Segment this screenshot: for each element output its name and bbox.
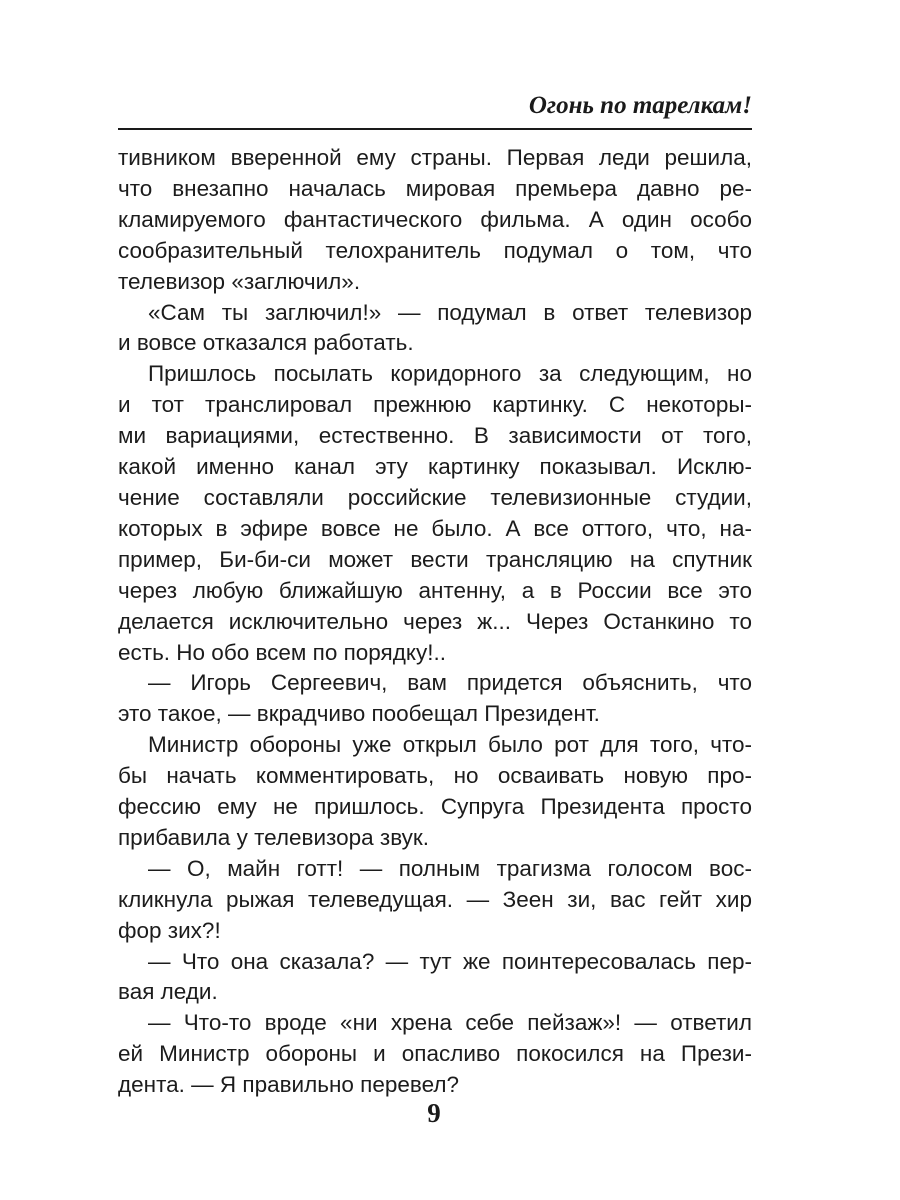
text-line: — Что-то вроде «ни хрена себе пейзаж»! — ответил <box>148 1010 752 1036</box>
text-line: ей Министр обороны и опасливо покосился на Прези- <box>118 1041 752 1067</box>
text-line: — О, майн готт! — полным трагизма голосом вос- <box>148 855 752 881</box>
text-line: что внезапно началась мировая премьера давно ре- <box>118 175 752 201</box>
paragraph <box>118 947 752 1009</box>
text-line: Пришлось посылать коридорного за следующим, но <box>148 361 752 387</box>
text-line: чение составляли российские телевизионные студии, <box>118 484 752 510</box>
text-line: которых в эфире вовсе не было. А все оттого, что, на- <box>118 515 752 541</box>
text-line: кликнула рыжая телеведущая. — Зеен зи, вас гейт хир <box>118 886 752 912</box>
text-line: «Сам ты заглючил!» — подумал в ответ телевизор <box>148 299 752 325</box>
text-line: вая леди. <box>118 979 218 1005</box>
page-body <box>118 143 752 1101</box>
paragraph <box>118 359 752 668</box>
text-line: делается исключительно через ж... Через Останкино то <box>118 608 752 634</box>
text-line: бы начать комментировать, но осваивать новую про- <box>118 763 752 789</box>
text-line: ми вариациями, естественно. В зависимости от того, <box>118 423 752 449</box>
header-divider <box>118 128 752 130</box>
text-line: фор зих?! <box>118 917 221 943</box>
text-line: телевизор «заглючил». <box>118 268 361 294</box>
text-line: — Что она сказала? — тут же поинтересовалась пер- <box>148 948 752 974</box>
text-line: — Игорь Сергеевич, вам придется объяснить, что <box>148 670 752 696</box>
text-line: какой именно канал эту картинку показывал. Исклю- <box>118 454 752 480</box>
page-number: 9 <box>427 1098 441 1128</box>
text-line: дента. — Я правильно перевел? <box>118 1072 459 1098</box>
text-line: Министр обороны уже открыл было рот для того, что- <box>148 732 752 758</box>
paragraph <box>118 668 752 730</box>
text-line: через любую ближайшую антенну, а в России все это <box>118 577 752 603</box>
text-line: фессию ему не пришлось. Супруга Президента просто <box>118 794 752 820</box>
text-line: сообразительный телохранитель подумал о том, что <box>118 237 752 263</box>
text-line: это такое, — вкрадчиво пообещал Президент. <box>118 701 600 727</box>
paragraph <box>118 854 752 947</box>
text-line: и вовсе отказался работать. <box>118 330 414 356</box>
paragraph <box>118 298 752 360</box>
paragraph <box>118 143 752 298</box>
book-title: Огонь по тарелкам! <box>528 92 752 119</box>
text-line: прибавила у телевизора звук. <box>118 824 430 850</box>
text-line: есть. Но обо всем по порядку!.. <box>118 639 446 665</box>
text-line: тивником вверенной ему страны. Первая леди решила, <box>118 145 752 170</box>
text-line: пример, Би-би-си может вести трансляцию на спутник <box>118 546 752 572</box>
text-line: и тот транслировал прежнюю картинку. С некоторы- <box>118 392 752 418</box>
text-line: кламируемого фантастического фильма. А один особо <box>118 206 752 232</box>
paragraph <box>118 1008 752 1101</box>
paragraph <box>118 730 752 854</box>
